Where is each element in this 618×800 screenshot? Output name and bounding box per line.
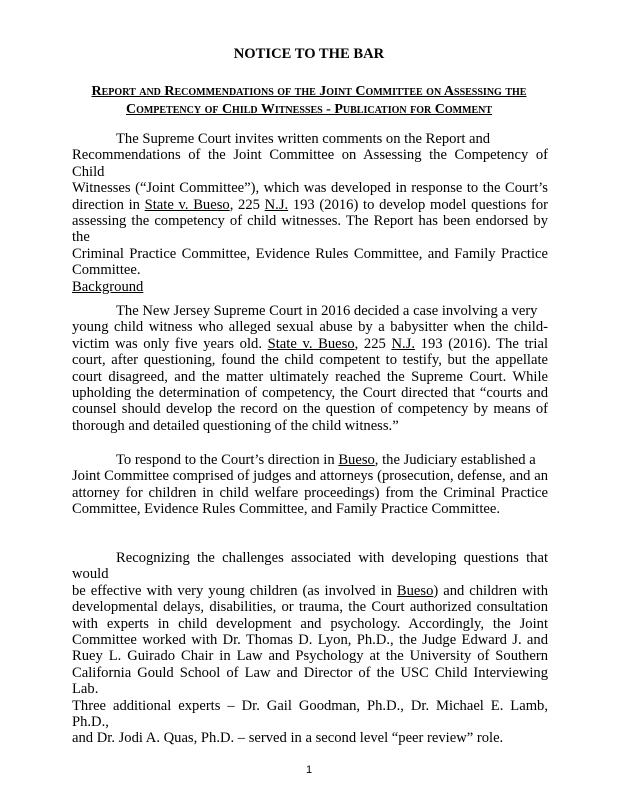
- intro-line: assessing the competency of child witnesses. The Report has been endorsed by the: [72, 213, 548, 246]
- experts-line: Committee worked with Dr. Thomas D. Lyon, Ph.D., the Judge Edward J. and: [72, 632, 548, 649]
- committee-line: Committee, Evidence Rules Committee, and Family Practice Committee.: [72, 501, 500, 518]
- background-line: The New Jersey Supreme Court in 2016 decided a case involving a very: [116, 303, 538, 319]
- subtitle-line-2: Competency of Child Witnesses - Publication for Comment: [125, 102, 493, 117]
- reporter-abbrev: N.J.: [264, 196, 289, 213]
- experts-line: with experts in child development and psychology. Accordingly, the Joint: [72, 615, 548, 632]
- experts-paragraph: [72, 550, 548, 747]
- intro-paragraph: [72, 131, 548, 279]
- intro-line: The Supreme Court invites written comments on the Report and: [116, 131, 491, 147]
- subtitle-line-1: Report and Recommendations of the Joint Committee on Assessing the: [91, 84, 527, 99]
- background-line: counsel should develop the record on the question of competency by means of: [72, 401, 548, 418]
- case-name-bueso: Bueso: [338, 452, 375, 468]
- background-line: court disagreed, and the matter ultimately reached the Supreme Court. While: [72, 368, 548, 385]
- intro-line: Criminal Practice Committee, Evidence Rules Committee, and Family Practice: [72, 245, 548, 262]
- page-number: 1: [305, 764, 313, 776]
- page-title: NOTICE TO THE BAR: [233, 46, 385, 62]
- report-subtitle: [40, 83, 578, 119]
- committee-line: attorney for children in child welfare proceedings) from the Criminal Practice: [72, 484, 548, 501]
- experts-line: be effective with very young children (as involved in Bueso) and children with: [72, 582, 548, 599]
- background-line: victim was only five years old. State v. Bueso, 225 N.J. 193 (2016). The trial: [72, 335, 548, 352]
- committee-line: To respond to the Court’s direction in Bueso, the Judiciary established a: [116, 452, 536, 468]
- experts-line: and Dr. Jodi A. Quas, Ph.D. – served in a second level “peer review” role.: [72, 730, 504, 747]
- case-citation-link: State v. Bueso: [144, 196, 230, 213]
- experts-line: developmental delays, disabilities, or trauma, the Court authorized consultation: [72, 599, 548, 616]
- joint-committee-paragraph: [72, 452, 548, 518]
- intro-line: direction in State v. Bueso, 225 N.J. 193 (2016) to develop model questions for: [72, 196, 548, 213]
- background-paragraph: [72, 303, 548, 434]
- background-line: upholding the determination of competency, the Court directed that “courts and: [72, 385, 548, 402]
- experts-line: Recognizing the challenges associated with developing questions that would: [72, 550, 548, 583]
- experts-line: California Gould School of Law and Director of the USC Child Interviewing Lab.: [72, 664, 548, 698]
- committee-line: Joint Committee comprised of judges and attorneys (prosecution, defense, and an: [72, 468, 548, 485]
- section-heading-background: Background: [72, 279, 144, 295]
- intro-line: Committee.: [72, 262, 141, 279]
- experts-line: Three additional experts – Dr. Gail Goodman, Ph.D., Dr. Michael E. Lamb, Ph.D.,: [72, 697, 548, 731]
- experts-line: Ruey L. Guirado Chair in Law and Psychology at the University of Southern: [72, 648, 548, 665]
- case-citation-link: State v. Bueso: [267, 335, 355, 352]
- background-line: thorough and detailed questioning of the child witness.”: [72, 417, 399, 434]
- background-line: young child witness who alleged sexual abuse by a babysitter when the child-: [72, 319, 548, 336]
- intro-line: Recommendations of the Joint Committee on Assessing the Competency of Child: [72, 147, 548, 180]
- background-line: court, after questioning, found the child competent to testify, but the appellate: [72, 352, 548, 369]
- intro-line: Witnesses (“Joint Committee”), which was developed in response to the Court’s: [72, 180, 548, 197]
- reporter-abbrev: N.J.: [391, 335, 415, 352]
- case-name-bueso: Bueso: [396, 582, 434, 599]
